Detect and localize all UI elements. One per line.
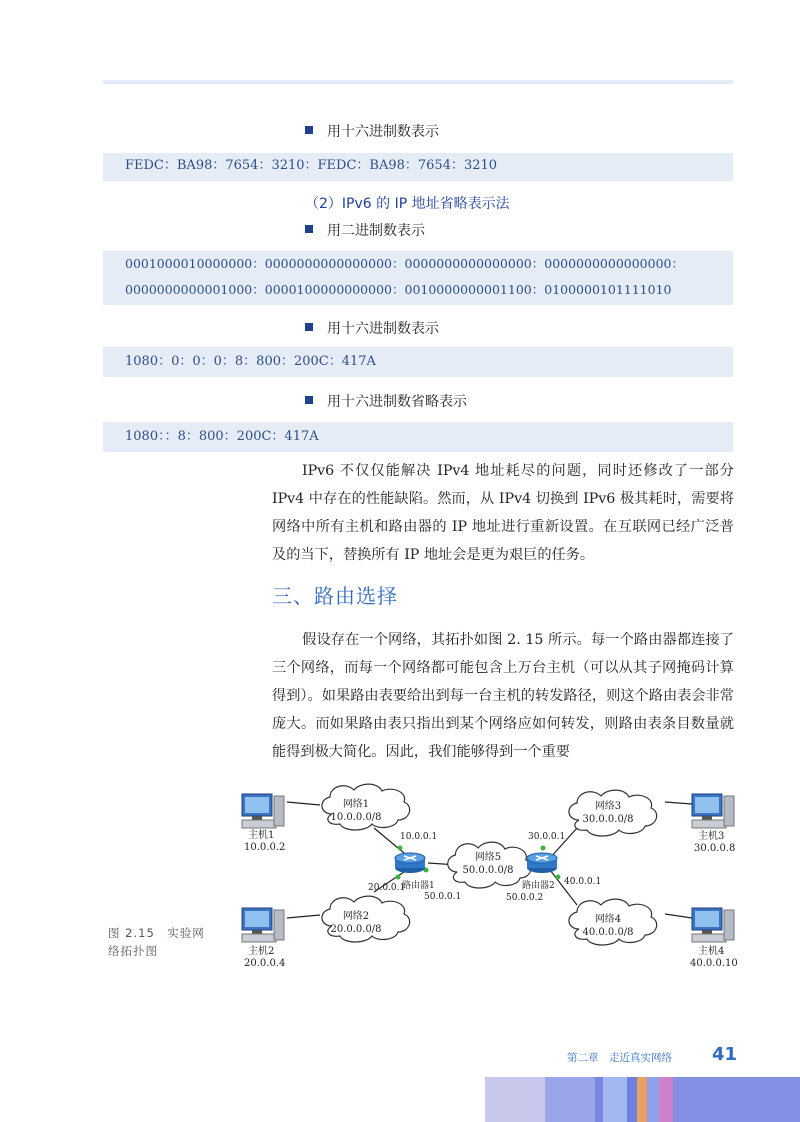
router-icon: [527, 853, 557, 873]
bullet-item: [305, 391, 467, 411]
section-title: 三、路由选择: [272, 584, 398, 608]
cloud-label: 网络1: [342, 799, 370, 810]
bullet-label: 用十六进制数表示: [327, 124, 439, 140]
subheading: （2）IPv6 的 IP 地址省略表示法: [305, 196, 510, 212]
footer-chapter: 第二章 走近真实网络: [567, 1052, 672, 1064]
cloud-address: 10.0.0.0/8: [330, 812, 382, 823]
body-paragraph: [272, 626, 734, 766]
bullet-item: [305, 121, 439, 141]
computer-icon: [692, 794, 734, 828]
host-name: 主机1: [248, 830, 275, 841]
code-block: [103, 251, 733, 305]
host-name: 主机4: [698, 946, 725, 957]
port-address: 50.0.0.2: [506, 893, 544, 903]
host-ip: 20.0.0.4: [244, 958, 286, 969]
router-label: 路由器1: [402, 881, 435, 891]
code-block: [103, 347, 733, 377]
port-address: 20.0.0.1: [368, 883, 406, 893]
code-block: [103, 153, 733, 181]
top-rule: [103, 80, 733, 84]
paragraph-text: 假设存在一个网络，其拓扑如图 2. 15 所示。每一个路由器都连接了三个网络，而每一个网络都可能包含上万台主机（可以从其子网掩码计算得到）。如果路由表要给出到每一台主机的转发路径，则这个路由表会非常庞大。而如果路由表只指出到某个网络应如何转发，则路由表条目数量就能得到极大简化。因此，我们能够得到一个重要: [272, 632, 734, 760]
port-address: 40.0.0.1: [564, 877, 602, 887]
cloud-label: 网络3: [594, 801, 622, 812]
code-line: 1080：：8：800：200C：417A: [125, 429, 319, 444]
router-icon: [395, 853, 425, 873]
bullet-item: [305, 318, 439, 338]
square-bullet-icon: [305, 323, 313, 331]
paragraph-text: IPv6 不仅仅能解决 IPv4 地址耗尽的问题，同时还修改了一部分 IPv4 中存在的性能缺陷。然而，从 IPv4 切换到 IPv6 极其耗时，需要将网络中所有主机和路由器的 IP 地址进行重新设置。在互联网已经广泛普及的当下，替换所有 IP 地址会是更为艰巨的任务。: [272, 463, 734, 563]
router-label: 路由器2: [522, 881, 555, 891]
bullet-item: [305, 220, 425, 240]
bullet-label: 用十六进制数省略表示: [327, 394, 467, 410]
cloud-address: 30.0.0.0/8: [582, 814, 634, 825]
code-line: 0000000000001000：0000100000000000：0010000000001100：0100000101111010: [125, 282, 672, 297]
computer-icon: [242, 794, 284, 828]
port-address: 10.0.0.1: [400, 832, 438, 842]
cloud-label: 网络4: [594, 914, 622, 925]
host-ip: 30.0.0.8: [694, 843, 736, 854]
network-topology-diagram: [232, 780, 752, 975]
bullet-label: 用二进制数表示: [327, 223, 425, 239]
cloud-address: 50.0.0.0/8: [462, 865, 514, 876]
code-block: [103, 422, 733, 452]
cloud-address: 20.0.0.0/8: [330, 924, 382, 935]
page-number: 41: [712, 1044, 738, 1065]
square-bullet-icon: [305, 396, 313, 404]
body-paragraph: [272, 457, 734, 569]
square-bullet-icon: [305, 225, 313, 233]
code-line: FEDC：BA98：7654：3210：FEDC：BA98：7654：3210: [125, 158, 498, 173]
host-ip: 40.0.0.10: [690, 958, 738, 969]
computer-icon: [692, 908, 734, 942]
cloud-address: 40.0.0.0/8: [582, 927, 634, 938]
host-name: 主机3: [698, 831, 725, 842]
bullet-label: 用十六进制数表示: [327, 321, 439, 337]
port-address: 50.0.0.1: [424, 892, 462, 902]
square-bullet-icon: [305, 126, 313, 134]
footer-stripes: [485, 1077, 800, 1122]
cloud-label: 网络5: [474, 852, 502, 863]
port-address: 30.0.0.1: [528, 832, 566, 842]
host-ip: 10.0.0.2: [244, 842, 286, 853]
code-line: 1080：0：0：0：8：800：200C：417A: [125, 354, 376, 369]
cloud-label: 网络2: [342, 911, 370, 922]
figure-caption: 图 2.15 实验网络拓扑图: [108, 926, 205, 958]
computer-icon: [242, 908, 284, 942]
host-name: 主机2: [248, 946, 275, 957]
code-line: 0001000010000000：0000000000000000：0000000000000000：0000000000000000：: [125, 256, 684, 271]
